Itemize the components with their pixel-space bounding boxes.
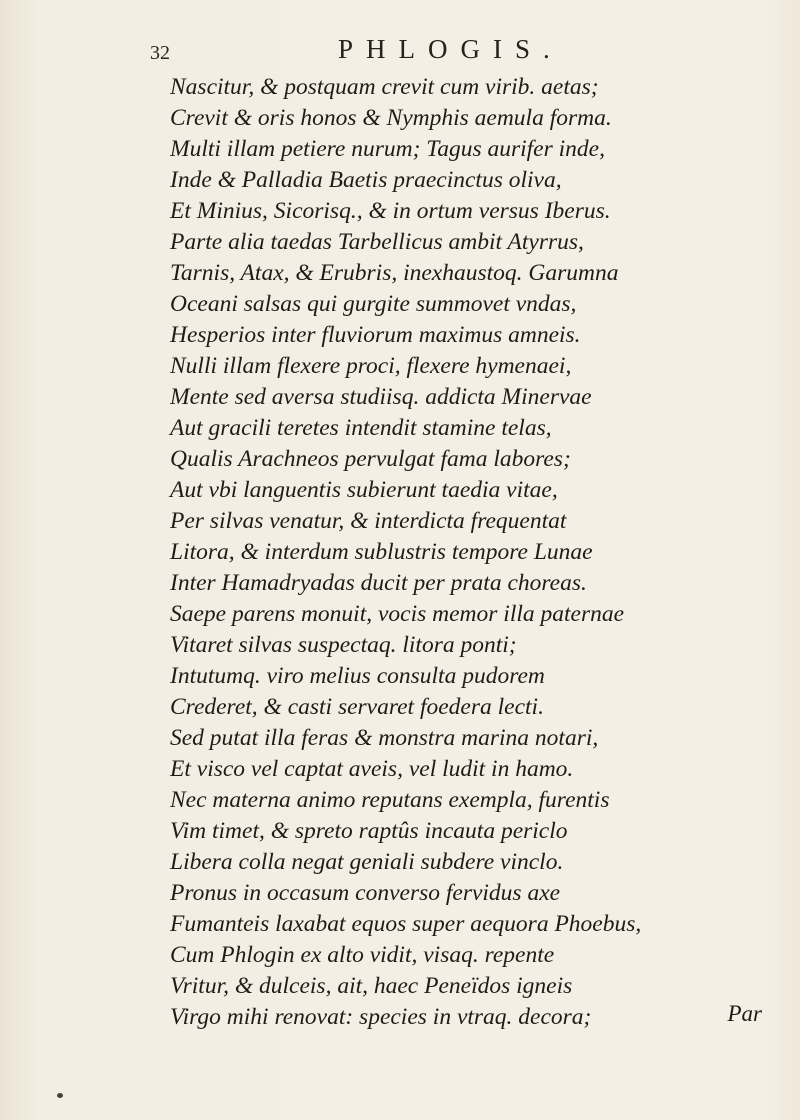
verse-line: Crederet, & casti servaret foedera lecti. — [170, 694, 544, 720]
verse-line: Parte alia taedas Tarbellicus ambit Atyrrus, — [170, 229, 584, 255]
verse-line: Vitaret silvas suspectaq. litora ponti; — [170, 632, 517, 658]
verse-line: Nascitur, & postquam crevit cum virib. aetas; — [170, 74, 599, 100]
verse-line: Multi illam petiere nurum; Tagus aurifer inde, — [170, 136, 605, 162]
verse-line: Aut vbi languentis subierunt taedia vitae, — [170, 477, 558, 503]
verse-line: Cum Phlogin ex alto vidit, visaq. repente — [170, 942, 555, 968]
verse-line: Fumanteis laxabat equos super aequora Phoebus, — [170, 911, 642, 937]
running-head: PHLOGIS. — [338, 34, 563, 64]
verse-line: Nec materna animo reputans exempla, furentis — [170, 787, 610, 813]
verse-line: Aut gracili teretes intendit stamine telas, — [170, 415, 552, 441]
verse-line: Oceani salsas qui gurgite summovet vndas, — [170, 291, 577, 317]
verse-line: Vritur, & dulceis, ait, haec Peneïdos igneis — [170, 973, 573, 999]
verse-line: Vim timet, & spreto raptûs incauta periclo — [170, 818, 568, 844]
verse-line: Litora, & interdum sublustris tempore Lunae — [170, 539, 593, 565]
catchword: Par — [727, 1001, 762, 1026]
verse-line: Saepe parens monuit, vocis memor illa paternae — [170, 601, 625, 627]
verse-line: Et Minius, Sicorisq., & in ortum versus Iberus. — [170, 198, 611, 224]
verse-line: Intutumq. viro melius consulta pudorem — [170, 663, 545, 689]
page-header — [0, 28, 800, 68]
verse-line: Et visco vel captat aveis, vel ludit in hamo. — [170, 756, 574, 782]
ink-speck — [57, 1093, 63, 1098]
verse-line: Tarnis, Atax, & Erubris, inexhaustoq. Garumna — [170, 260, 619, 286]
verse-line: Inter Hamadryadas ducit per prata choreas. — [170, 570, 587, 596]
verse-line: Crevit & oris honos & Nymphis aemula forma. — [170, 105, 612, 131]
verse-line: Mente sed aversa studiisq. addicta Minervae — [170, 384, 592, 410]
verse-line: Hesperios inter fluviorum maximus amneis. — [170, 322, 581, 348]
verse-line: Pronus in occasum converso fervidus axe — [170, 880, 561, 906]
verse-line: Sed putat illa feras & monstra marina notari, — [170, 725, 599, 751]
verse-line: Libera colla negat geniali subdere vinclo. — [170, 849, 564, 875]
verse-line: Nulli illam flexere proci, flexere hymenaei, — [170, 353, 572, 379]
verse-line: Per silvas venatur, & interdicta frequentat — [170, 508, 567, 534]
verse-line: Inde & Palladia Baetis praecinctus oliva, — [170, 167, 562, 193]
page-number: 32 — [150, 42, 170, 64]
verse-line: Virgo mihi renovat: species in vtraq. decora; — [170, 1004, 592, 1030]
verse-line: Qualis Arachneos pervulgat fama labores; — [170, 446, 571, 472]
poem-text — [170, 72, 790, 1033]
